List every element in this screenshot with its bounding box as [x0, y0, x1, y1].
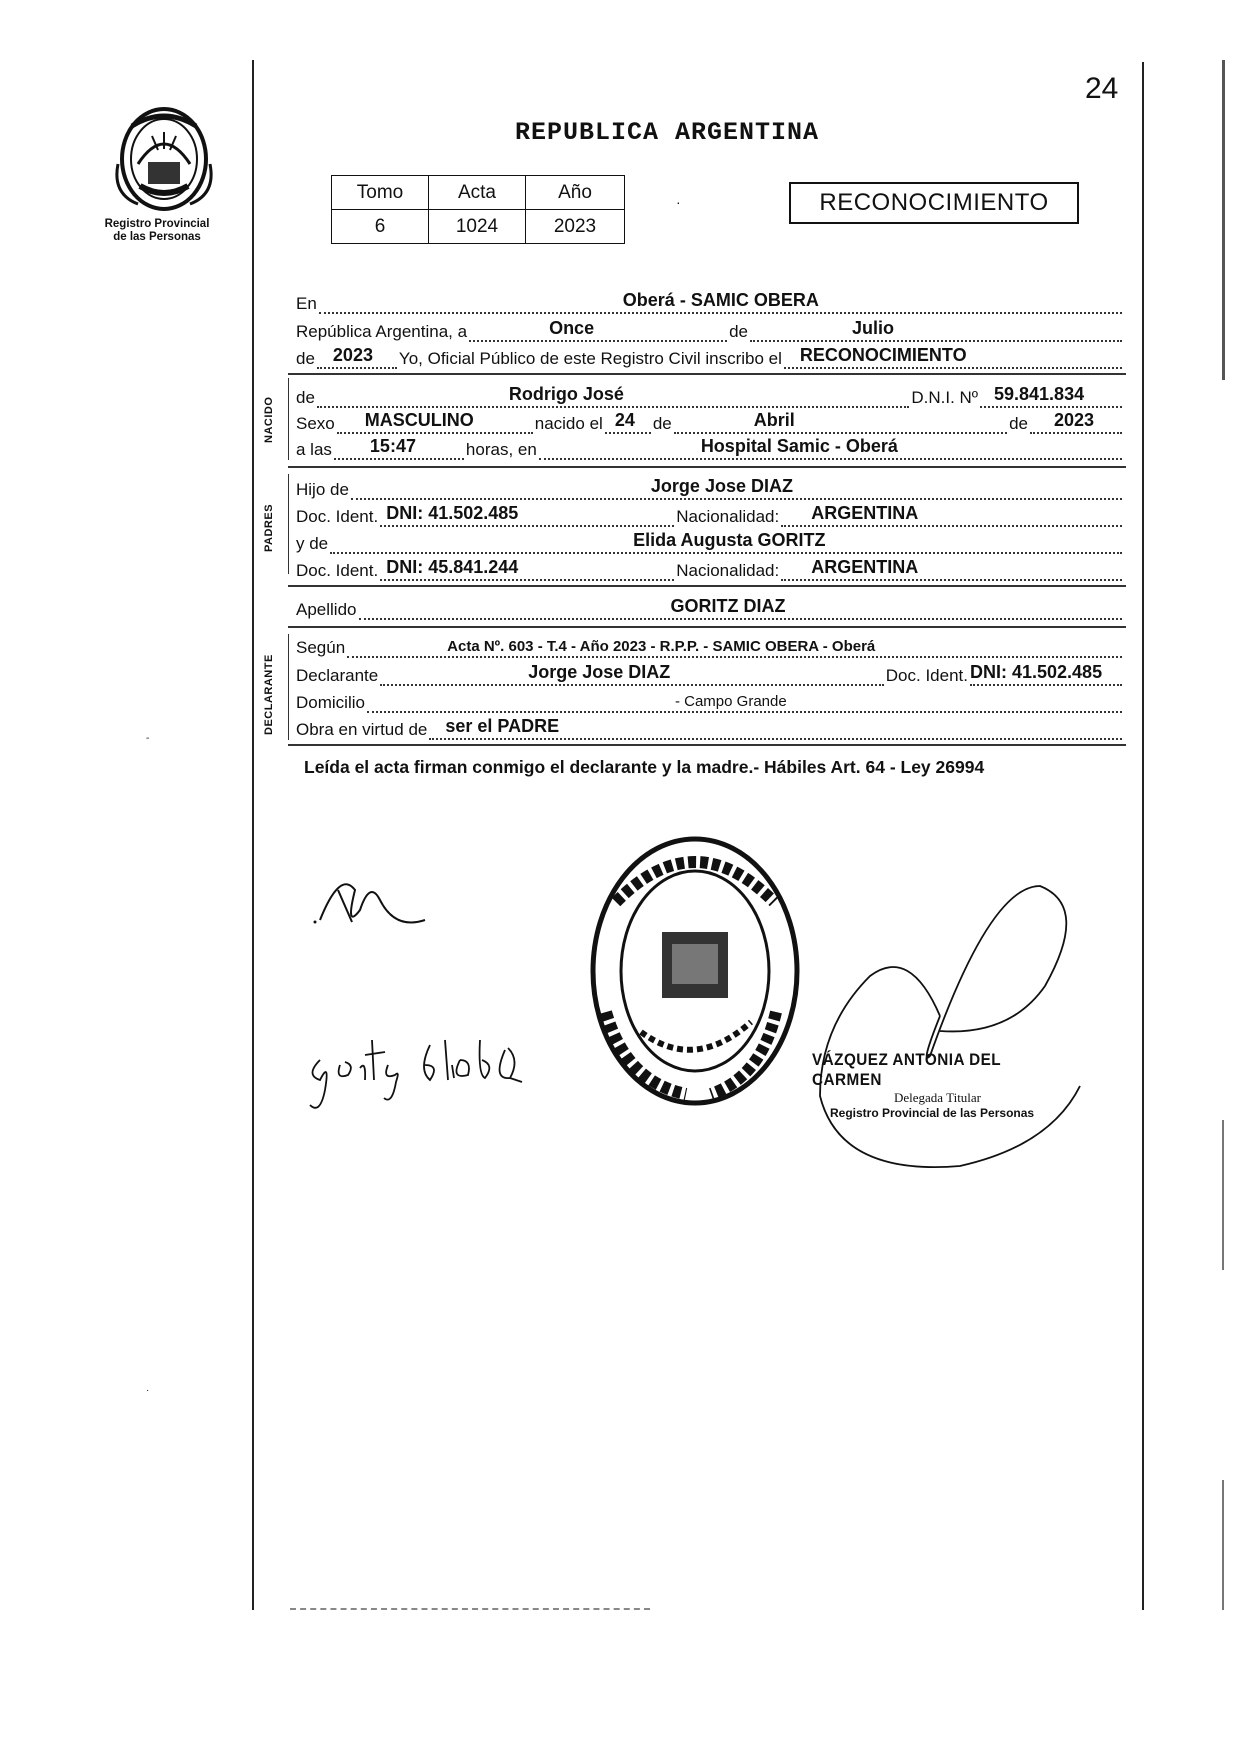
dots — [781, 559, 1122, 581]
dots — [674, 412, 1007, 434]
year-value: 2023 — [332, 345, 373, 365]
edge-scan-mark — [1222, 1120, 1224, 1270]
official-signature — [790, 866, 1120, 1186]
bottom-dashes — [290, 1608, 650, 1610]
month-value: Julio — [851, 318, 894, 338]
row-fecha — [296, 318, 1124, 342]
label-nacido: nacido el — [534, 414, 603, 433]
separator — [288, 373, 1126, 375]
label-dni: D.N.I. Nº — [911, 388, 978, 407]
label-obra: Obra en virtud de — [296, 720, 428, 739]
surname-value: GORITZ DIAZ — [670, 596, 786, 616]
label-de: de — [652, 414, 672, 433]
label-segun: Según — [296, 638, 346, 657]
separator — [288, 626, 1126, 628]
mother-doc: DNI: 45.841.244 — [386, 557, 519, 577]
province-logo — [108, 104, 220, 216]
row-madre — [296, 530, 1124, 554]
mother-signature — [300, 1020, 540, 1120]
dots — [750, 320, 1122, 342]
segun-value: Acta Nº. 603 - T.4 - Año 2023 - R.P.P. - SAMIC OBERA - Oberá — [447, 638, 876, 655]
logo-caption-line-1: Registro Provincial — [104, 218, 210, 230]
section-brace — [288, 634, 289, 740]
section-brace — [288, 474, 289, 574]
label-yo: Yo, Oficial Público de este Registro Civil inscribo el — [398, 349, 782, 368]
father-name: Jorge Jose DIAZ — [650, 476, 793, 496]
section-brace — [288, 378, 289, 460]
birth-year: 2023 — [1054, 410, 1095, 430]
declarante-signature — [300, 860, 450, 950]
logo-caption — [92, 218, 222, 244]
label-y-de: y de — [296, 534, 329, 553]
acta-value: 1024 — [429, 210, 526, 244]
label-doc-ident: Doc. Ident. — [885, 666, 968, 685]
document-title: REPUBLICA ARGENTINA — [515, 118, 820, 147]
edge-scan-mark — [1222, 60, 1225, 380]
record-value: RECONOCIMIENTO — [799, 345, 967, 365]
row-nacido-hora — [296, 436, 1124, 460]
dots — [539, 438, 1122, 460]
dots — [980, 386, 1122, 408]
dots — [359, 598, 1123, 620]
anio-header: Año — [526, 176, 625, 210]
dots — [380, 664, 884, 686]
row-segun — [296, 634, 1124, 658]
day-value: Once — [549, 318, 595, 338]
official-role: Delegada Titular — [894, 1090, 982, 1105]
label-apellido: Apellido — [296, 600, 357, 619]
dots — [380, 559, 674, 581]
father-doc: DNI: 41.502.485 — [386, 503, 519, 523]
label-en: En — [296, 294, 317, 313]
right-margin-line — [1142, 62, 1144, 1610]
label-de: de — [1009, 414, 1028, 433]
label-de-year: de — [296, 349, 315, 368]
dots — [351, 478, 1122, 500]
label-de: de — [296, 388, 315, 407]
label-doc-ident: Doc. Ident. — [296, 507, 379, 526]
row-madre-doc — [296, 557, 1124, 581]
row-en — [296, 290, 1124, 314]
official-block — [812, 1050, 1102, 1120]
child-dni: 59.841.834 — [994, 384, 1085, 404]
dots — [347, 636, 1122, 658]
acta-header: Acta — [429, 176, 526, 210]
label-republica: República Argentina, a — [296, 322, 468, 341]
dots — [784, 347, 1122, 369]
volume-table — [331, 175, 625, 244]
separator — [288, 585, 1126, 587]
official-stamp — [586, 832, 804, 1110]
official-name: VÁZQUEZ ANTONIA DEL CARMEN — [812, 1050, 1001, 1089]
birth-place: Hospital Samic - Oberá — [700, 436, 898, 456]
label-sexo: Sexo — [296, 414, 335, 433]
sex-value: MASCULINO — [364, 410, 474, 430]
dots — [337, 412, 533, 434]
child-name: Rodrigo José — [508, 384, 624, 404]
dots — [317, 386, 909, 408]
label-de: de — [729, 322, 748, 341]
dots — [334, 438, 464, 460]
label-nacionalidad: Nacionalidad: — [676, 561, 780, 580]
declarante-doc: DNI: 41.502.485 — [970, 662, 1103, 682]
record-type-box: RECONOCIMIENTO — [789, 182, 1079, 224]
edge-scan-mark — [1222, 1480, 1224, 1610]
label-nacionalidad: Nacionalidad: — [676, 507, 780, 526]
section-label-nacido: NACIDO — [263, 396, 275, 443]
anio-value: 2023 — [526, 210, 625, 244]
dots — [469, 320, 727, 342]
section-label-padres: PADRES — [263, 503, 275, 552]
bullet-mark: · — [676, 194, 681, 210]
row-padre — [296, 476, 1124, 500]
row-obra — [296, 716, 1124, 740]
left-margin-line — [252, 60, 254, 1610]
label-doc-ident: Doc. Ident. — [296, 561, 379, 580]
row-padre-doc — [296, 503, 1124, 527]
dots — [380, 505, 674, 527]
birth-month: Abril — [753, 410, 795, 430]
place-value: Oberá - SAMIC OBERA — [622, 290, 819, 310]
separator — [288, 744, 1126, 746]
domicilio-value: - Campo Grande — [674, 693, 787, 710]
row-nacido-nombre — [296, 384, 1124, 408]
separator — [288, 466, 1126, 468]
obra-value: ser el PADRE — [445, 716, 560, 736]
label-hijo-de: Hijo de — [296, 480, 349, 499]
row-apellido — [296, 596, 1124, 620]
dots — [367, 691, 1122, 713]
dots — [317, 347, 397, 369]
dots — [429, 718, 1122, 740]
row-declarante — [296, 662, 1124, 686]
logo-caption-line-2: de las Personas — [113, 231, 201, 243]
tomo-header: Tomo — [332, 176, 429, 210]
mother-name: Elida Augusta GORITZ — [633, 530, 826, 550]
label-alas: a las — [296, 440, 332, 459]
mother-nationality: ARGENTINA — [811, 557, 919, 577]
row-nacido-sexo — [296, 410, 1124, 434]
row-inscribo — [296, 345, 1124, 369]
margin-speck: - — [146, 733, 150, 744]
label-horas: horas, en — [465, 440, 537, 459]
dots — [605, 412, 651, 434]
label-domicilio: Domicilio — [296, 693, 365, 712]
page-number: 24 — [1085, 72, 1119, 105]
birth-time: 15:47 — [369, 436, 416, 456]
official-org: Registro Provincial de las Personas — [830, 1106, 1035, 1120]
birth-day: 24 — [614, 410, 635, 430]
margin-speck: · — [146, 1385, 150, 1396]
dots — [1030, 412, 1122, 434]
dots — [319, 292, 1122, 314]
declarante-name: Jorge Jose DIAZ — [528, 662, 671, 682]
closing-note: Leída el acta firman conmigo el declarante y la madre.- Hábiles Art. 64 - Ley 26994 — [304, 757, 985, 777]
row-domicilio — [296, 689, 1124, 713]
section-label-declarante: DECLARANTE — [263, 654, 275, 735]
label-declarante: Declarante — [296, 666, 379, 685]
dots — [330, 532, 1122, 554]
tomo-value: 6 — [332, 210, 429, 244]
father-nationality: ARGENTINA — [811, 503, 919, 523]
dots — [970, 664, 1122, 686]
dots — [781, 505, 1122, 527]
